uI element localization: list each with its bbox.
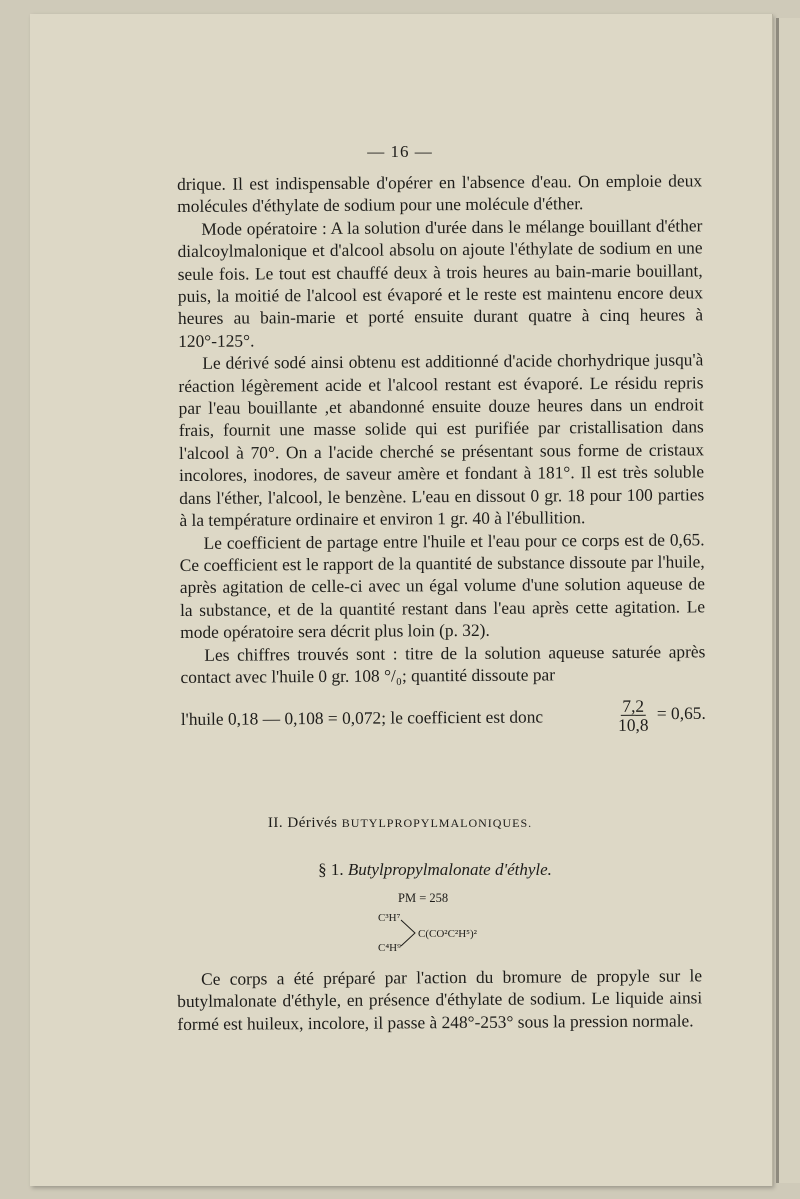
subsection-heading — [0, 860, 800, 880]
page-number: — 16 — — [367, 142, 433, 161]
bracket-icon — [400, 918, 418, 948]
section-title-rest: BUTYLPROPYLMALONIQUES. — [341, 816, 533, 830]
paragraph: Le dérivé sodé ainsi obtenu est additionné d'acide chorhydrique jusqu'à réaction légèrement acide et l'alcool restant est évaporé. Le résidu repris par l'eau bouillante ,et abandonné ensuite douze heures dans un endroit frais, fournit une masse solide qui est purifiée par cristallisation dans l'alcool à 70°. On a l'acide cherché se présentant sous forme de cristaux incolores, inodores, de saveur amère et fondant à 181°. Il est très soluble dans l'éther, l'alcool, le benzène. L'eau en dissout 0 gr. 18 pour 100 parties à la température ordinaire et environ 1 gr. 40 à l'ébullition. — [178, 349, 705, 531]
formula-line — [181, 697, 706, 738]
fraction — [618, 697, 649, 734]
fraction-numerator: 7,2 — [622, 696, 645, 717]
molecular-weight: PM = 258 — [398, 891, 449, 905]
adjacent-page-edge — [776, 18, 800, 1183]
formula-result: = 0,65. — [656, 703, 706, 724]
section-title-lead: Dérivés — [287, 815, 338, 831]
subsection-title: Butylpropylmalonate d'éthyle. — [347, 860, 552, 879]
paragraph: Les chiffres trouvés sont : titre de la solution aqueuse saturée après contact avec l'huile 0 gr. 108 °/₀; quantité dissoute par — [180, 640, 706, 687]
subsection-number: § 1. — [318, 860, 344, 879]
final-text — [177, 964, 702, 1035]
section-heading — [0, 815, 800, 832]
paragraph: Ce corps a été préparé par l'action du bromure de propyle sur le butylmalonate d'éthyle, en présence d'éthylate de sodium. Le liquide ainsi formé est huileux, incolore, il passe à 248°-253° sous la pression normale. — [177, 965, 703, 1034]
formula-core: C(CO²C²H⁵)² — [418, 928, 477, 940]
formula-group-bottom: C⁴H⁹ — [378, 942, 401, 954]
formula-text: l'huile 0,18 — 0,108 = 0,072; le coefficient est donc — [180, 706, 544, 729]
fraction-group — [614, 697, 706, 735]
formula-group-top: C³H⁷ — [378, 912, 401, 924]
body-text — [177, 169, 706, 737]
paragraph: drique. Il est indispensable d'opérer en l'absence d'eau. On emploie deux molécules d'éthylate de sodium pour une molécule d'éther. — [177, 170, 703, 217]
section-number: II. — [267, 815, 284, 831]
structural-formula — [378, 912, 528, 962]
paragraph: Le coefficient de partage entre l'huile et l'eau pour ce corps est de 0,65. Ce coefficient est le rapport de la quantité de substance dissoute par l'huile, après agitation de celle-ci avec un égal volume d'une solution aqueuse de la substance, et de la quantité restant dans l'eau après cette agitation. Le mode opératoire sera décrit plus loin (p. 32). — [179, 528, 706, 643]
paragraph: Mode opératoire : A la solution d'urée dans le mélange bouillant d'éther dialcoylmalonique et d'alcool absolu on ajoute l'éthylate de sodium en une seule fois. Le tout est chauffé deux à trois heures au bain-marie bouillant, puis, la moitié de l'alcool est évaporé et le reste est maintenu encore deux heures au bain-marie et porté ensuite durant quatre à cinq heures à 120°-125°. — [177, 215, 704, 351]
fraction-denominator: 10,8 — [618, 715, 649, 736]
